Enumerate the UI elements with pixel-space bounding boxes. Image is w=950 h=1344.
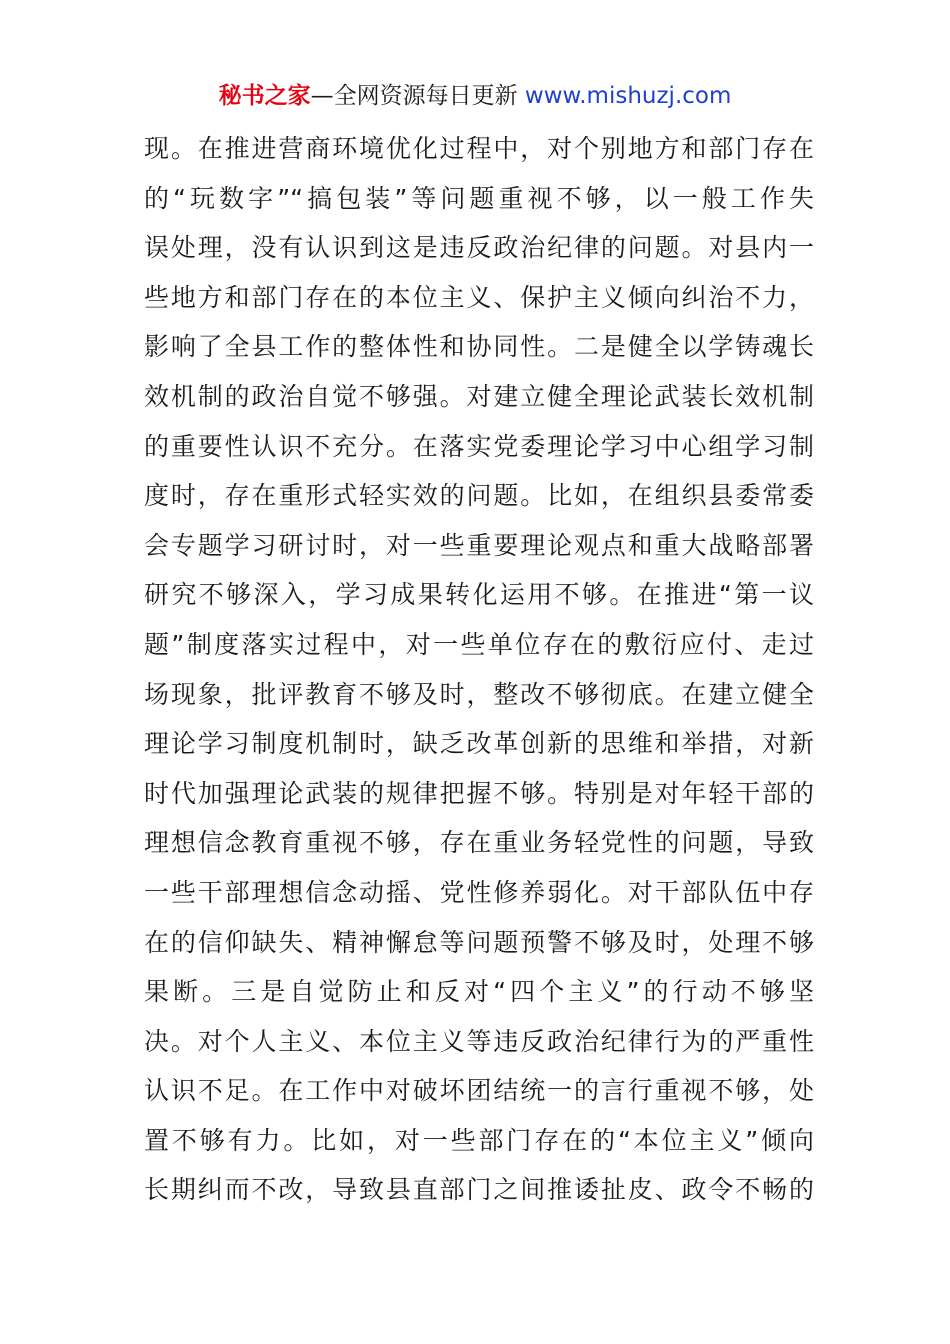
text-line: 题”制度落实过程中，对一些单位存在的敷衍应付、走过 [144,629,814,659]
text-line: 果断。三是自觉防止和反对“四个主义”的行动不够坚 [144,977,814,1007]
text-line: 理想信念教育重视不够，存在重业务轻党性的问题，导致 [144,828,814,858]
text-line: 置不够有力。比如，对一些部门存在的“本位主义”倾向 [144,1125,814,1155]
text-line: 理论学习制度机制时，缺乏改革创新的思维和举措，对新 [144,729,814,759]
body-text [144,124,814,1215]
text-line: 决。对个人主义、本位主义等违反政治纪律行为的严重性 [144,1026,814,1056]
text-line: 在的信仰缺失、精神懈怠等问题预警不够及时，处理不够 [144,927,814,957]
text-line: 效机制的政治自觉不够强。对建立健全理论武装长效机制 [144,381,814,411]
header-tagline: —全网资源每日更新 [310,83,525,109]
text-line: 长期纠而不改，导致县直部门之间推诿扯皮、政令不畅的 [144,1175,814,1205]
brand-name: 秘书之家 [218,83,311,109]
text-line: 的重要性认识不充分。在落实党委理论学习中心组学习制 [144,431,814,461]
text-line: 时代加强理论武装的规律把握不够。特别是对年轻干部的 [144,778,814,808]
text-line: 影响了全县工作的整体性和协同性。二是健全以学铸魂长 [144,332,814,362]
text-line: 场现象，批评教育不够及时，整改不够彻底。在建立健全 [144,679,814,709]
site-header [0,80,950,112]
text-line: 些地方和部门存在的本位主义、保护主义倾向纠治不力， [144,282,814,312]
text-line: 误处理，没有认识到这是违反政治纪律的问题。对县内一 [144,233,814,263]
text-line: 认识不足。在工作中对破坏团结统一的言行重视不够，处 [144,1076,814,1106]
text-line: 一些干部理想信念动摇、党性修养弱化。对干部队伍中存 [144,877,814,907]
text-line: 会专题学习研讨时，对一些重要理论观点和重大战略部署 [144,530,814,560]
site-url-link[interactable]: www.mishuzj.com [524,83,732,109]
text-line: 研究不够深入，学习成果转化运用不够。在推进“第一议 [144,580,814,610]
text-line: 度时，存在重形式轻实效的问题。比如，在组织县委常委 [144,481,814,511]
text-line: 现。在推进营商环境优化过程中，对个别地方和部门存在 [144,134,814,163]
text-line: 的“玩数字”“搞包装”等问题重视不够，以一般工作失 [144,183,814,213]
